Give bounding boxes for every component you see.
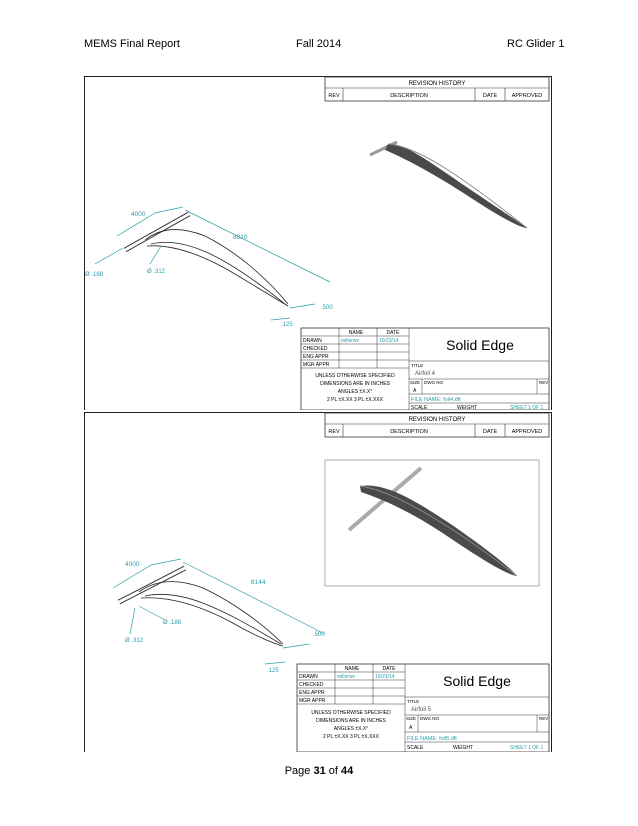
tb-brand: Solid Edge (446, 337, 514, 353)
tb-name: NAME (344, 666, 360, 672)
approved-col: APPROVED (511, 93, 543, 99)
tb-weight: WEIGHT (457, 405, 477, 410)
tb-drawn-name: millerwv (341, 338, 360, 344)
revision-title: REVISION HISTORY (408, 417, 466, 423)
page-total: 44 (341, 765, 354, 777)
date-col: DATE (482, 429, 498, 435)
header-left: MEMS Final Report (84, 38, 180, 50)
rev-col: REV (328, 429, 340, 435)
tb-eng: ENG APPR (299, 690, 325, 696)
dimension-lines (113, 559, 325, 664)
dim-500: .500 (321, 305, 333, 311)
dim-diameter-1: Ø .188 (85, 272, 104, 278)
dim-span: 4000 (125, 561, 140, 568)
tb-weight: WEIGHT (453, 745, 473, 751)
tb-note-3: ANGLES ±X.X° (337, 389, 373, 395)
dim-500: .500 (313, 632, 325, 638)
footer-prefix: Page (284, 765, 314, 777)
header-center: Fall 2014 (296, 38, 342, 50)
drawing-sheet-airfoil-5 (84, 412, 552, 752)
tb-checked: CHECKED (299, 682, 324, 688)
dim-diameter-2: Ø .312 (125, 638, 144, 644)
dim-125: .125 (281, 322, 293, 328)
tb-eng: ENG APPR (303, 354, 329, 360)
page-number: 31 (313, 765, 326, 777)
tb-note-3: ANGLES ±X.X° (333, 726, 369, 732)
shaded-wing-view (370, 142, 527, 228)
description-col: DESCRIPTION (390, 429, 428, 435)
approved-col: APPROVED (511, 429, 543, 435)
tb-size-val: A (413, 388, 417, 394)
dim-125: .125 (267, 668, 279, 674)
footer-of: of (325, 765, 342, 777)
header-right: RC Glider 1 (507, 38, 565, 50)
dim-length: 8144 (251, 579, 266, 586)
tb-dwg: DWG NO (424, 380, 443, 385)
tb-sheet: SHEET 1 OF 1 (510, 405, 544, 410)
dim-diameter-2: Ø .312 (147, 269, 166, 275)
dim-span: 4000 (131, 211, 146, 218)
tb-drawn: DRAWN (299, 674, 318, 680)
tb-mgr: MGR APPR (303, 362, 330, 368)
drawing-sheet-airfoil-4 (84, 76, 552, 410)
tb-note-1: UNLESS OTHERWISE SPECIFIED (311, 710, 391, 716)
wing-line-drawing (125, 214, 288, 306)
revision-table (325, 77, 549, 101)
tb-date: DATE (386, 330, 400, 336)
tb-drawn-date: 10/23/14 (379, 338, 399, 344)
tb-file: FILE NAME: foil4.dft (411, 397, 461, 403)
tb-note-1: UNLESS OTHERWISE SPECIFIED (315, 373, 395, 379)
title-block (301, 328, 549, 410)
tb-note-4: 2 PL ±X.XX 3 PL ±X.XXX (323, 734, 379, 740)
tb-scale: SCALE (407, 745, 424, 751)
revision-table (325, 413, 549, 437)
title-block (297, 664, 549, 752)
tb-note-2: DIMENSIONS ARE IN INCHES (320, 381, 390, 387)
tb-rev: REV (539, 716, 549, 721)
tb-title-label: TITLE (411, 363, 424, 368)
tb-checked: CHECKED (303, 346, 328, 352)
description-col: DESCRIPTION (390, 93, 428, 99)
tb-dwg: DWG NO (420, 716, 439, 721)
tb-brand: Solid Edge (443, 673, 511, 689)
tb-drawn-name: millerwv (337, 674, 356, 680)
tb-name: NAME (348, 330, 364, 336)
tb-title-label: TITLE (407, 699, 420, 704)
shaded-wing-view (325, 460, 539, 586)
drawing-svg-1 (85, 76, 551, 410)
tb-drawn: DRAWN (303, 338, 322, 344)
tb-size: SIZE (406, 716, 417, 721)
date-col: DATE (482, 93, 498, 99)
tb-note-4: 2 PL ±X.XX 3 PL ±X.XXX (327, 397, 383, 403)
tb-scale: SCALE (411, 405, 428, 410)
tb-rev: REV (539, 380, 549, 385)
tb-date: DATE (382, 666, 396, 672)
tb-title: Airfoil 5 (411, 707, 432, 713)
tb-note-2: DIMENSIONS ARE IN INCHES (316, 718, 386, 724)
dim-diameter-1: Ø .188 (163, 620, 182, 626)
tb-mgr: MGR APPR (299, 698, 326, 704)
revision-title: REVISION HISTORY (408, 81, 466, 87)
dim-length: 8810 (233, 234, 248, 241)
tb-title: Airfoil 4 (415, 371, 436, 377)
drawing-svg-2 (85, 412, 551, 752)
tb-drawn-date: 10/23/14 (375, 674, 395, 680)
dimension-lines (95, 207, 330, 320)
tb-sheet: SHEET 1 OF 1 (510, 745, 544, 751)
rev-col: REV (328, 93, 340, 99)
tb-size: SIZE (410, 380, 421, 385)
tb-file: FILE NAME: foil5.dft (407, 736, 457, 742)
page-footer (0, 765, 638, 777)
tb-size-val: A (409, 725, 413, 731)
